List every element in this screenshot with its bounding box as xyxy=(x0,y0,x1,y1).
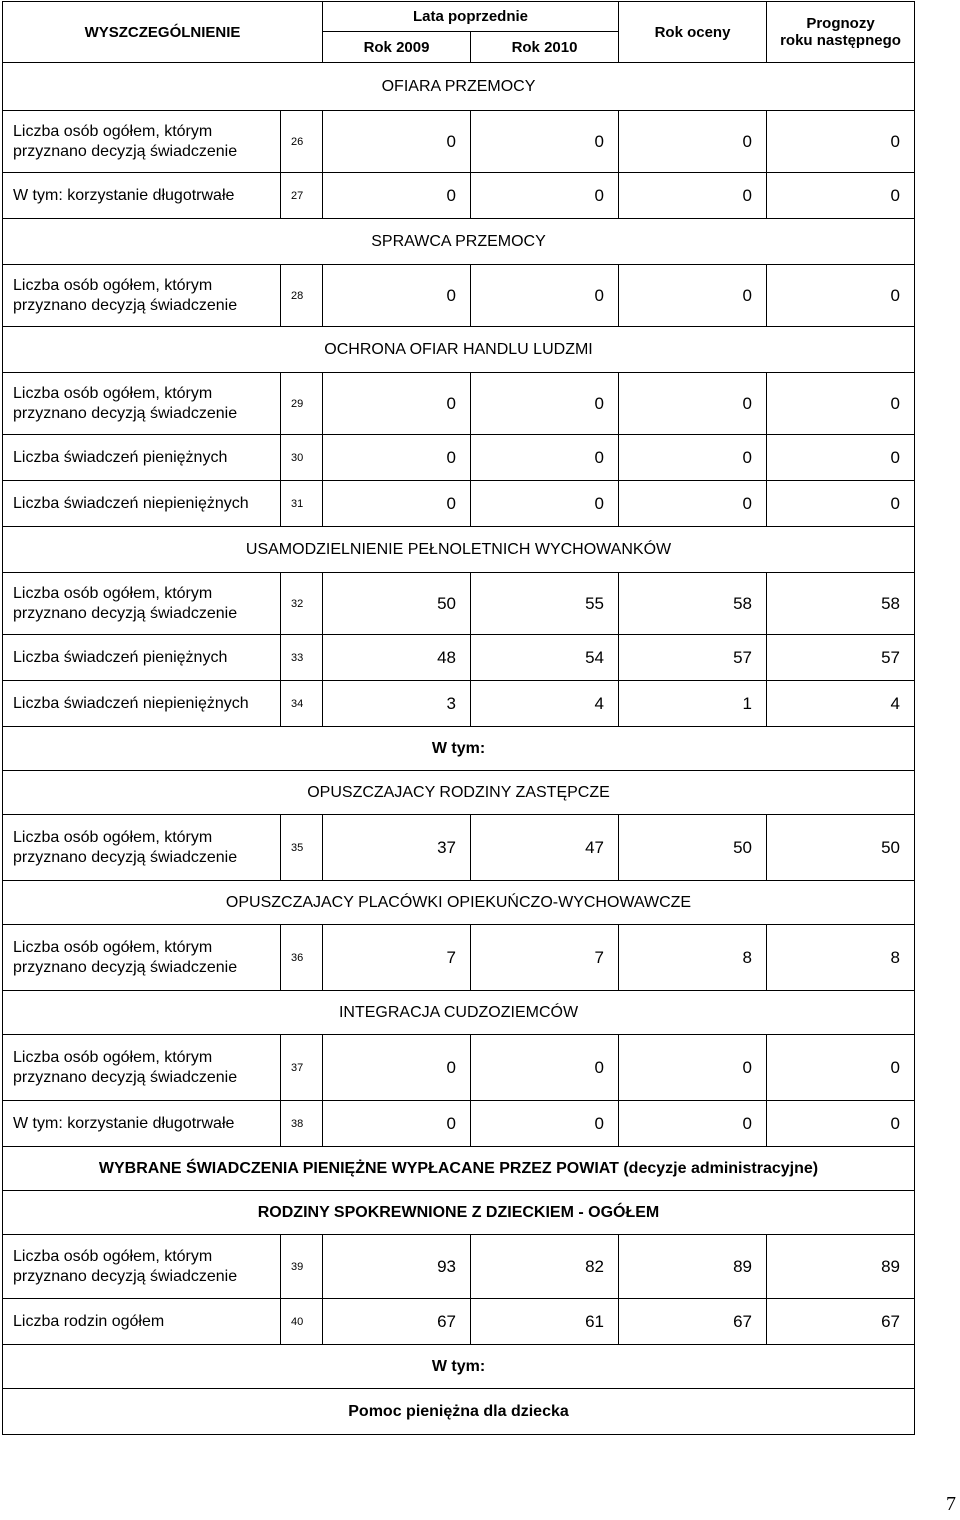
row-label: Liczba świadczeń pieniężnych xyxy=(3,635,281,681)
data-row xyxy=(3,635,915,681)
row-number: 35 xyxy=(281,815,323,881)
value-eval-year: 89 xyxy=(619,1235,767,1299)
value-forecast: 89 xyxy=(767,1235,915,1299)
value-2010: 82 xyxy=(471,1235,619,1299)
value-forecast: 0 xyxy=(767,373,915,435)
value-forecast: 67 xyxy=(767,1299,915,1345)
value-forecast: 0 xyxy=(767,435,915,481)
row-label: Liczba osób ogółem, którym przyznano decyzją świadczenie xyxy=(3,265,281,327)
value-2009: 0 xyxy=(323,111,471,173)
value-2010: 0 xyxy=(471,1035,619,1101)
section-title: RODZINY SPOKREWNIONE Z DZIECKIEM - OGÓŁEM xyxy=(3,1191,915,1235)
value-forecast: 4 xyxy=(767,681,915,727)
value-forecast: 0 xyxy=(767,1101,915,1147)
row-label: Liczba osób ogółem, którym przyznano decyzją świadczenie xyxy=(3,815,281,881)
value-2009: 0 xyxy=(323,1101,471,1147)
value-2009: 0 xyxy=(323,435,471,481)
value-eval-year: 0 xyxy=(619,481,767,527)
value-forecast: 0 xyxy=(767,111,915,173)
value-2010: 0 xyxy=(471,373,619,435)
row-number: 37 xyxy=(281,1035,323,1101)
row-label: Liczba osób ogółem, którym przyznano decyzją świadczenie xyxy=(3,573,281,635)
header-evaluation-year: Rok oceny xyxy=(619,2,767,63)
value-2009: 3 xyxy=(323,681,471,727)
row-number: 33 xyxy=(281,635,323,681)
data-row xyxy=(3,173,915,219)
row-label: Liczba osób ogółem, którym przyznano decyzją świadczenie xyxy=(3,925,281,991)
value-2010: 4 xyxy=(471,681,619,727)
section-row xyxy=(3,1345,915,1389)
row-number: 26 xyxy=(281,111,323,173)
value-2010: 0 xyxy=(471,435,619,481)
section-row xyxy=(3,327,915,373)
value-2009: 0 xyxy=(323,1035,471,1101)
section-title: W tym: xyxy=(3,727,915,771)
value-forecast: 0 xyxy=(767,173,915,219)
benefits-table xyxy=(2,1,915,1435)
section-row xyxy=(3,219,915,265)
value-eval-year: 0 xyxy=(619,111,767,173)
data-row xyxy=(3,373,915,435)
row-label: Liczba osób ogółem, którym przyznano decyzją świadczenie xyxy=(3,111,281,173)
section-title: USAMODZIELNIENIE PEŁNOLETNICH WYCHOWANKÓW xyxy=(3,527,915,573)
section-title: OCHRONA OFIAR HANDLU LUDZMI xyxy=(3,327,915,373)
value-eval-year: 50 xyxy=(619,815,767,881)
value-eval-year: 0 xyxy=(619,1035,767,1101)
row-label: W tym: korzystanie długotrwałe xyxy=(3,173,281,219)
header-forecast: Prognozy roku następnego xyxy=(767,2,915,63)
data-row xyxy=(3,1299,915,1345)
value-2009: 93 xyxy=(323,1235,471,1299)
row-number: 31 xyxy=(281,481,323,527)
section-title: INTEGRACJA CUDZOZIEMCÓW xyxy=(3,991,915,1035)
header-description: WYSZCZEGÓLNIENIE xyxy=(3,2,323,63)
section-title: OPUSZCZAJACY PLACÓWKI OPIEKUŃCZO-WYCHOWAWCZE xyxy=(3,881,915,925)
value-2009: 37 xyxy=(323,815,471,881)
value-eval-year: 0 xyxy=(619,373,767,435)
section-row xyxy=(3,1389,915,1435)
section-row xyxy=(3,1191,915,1235)
value-forecast: 57 xyxy=(767,635,915,681)
row-label: W tym: korzystanie długotrwałe xyxy=(3,1101,281,1147)
section-title: SPRAWCA PRZEMOCY xyxy=(3,219,915,265)
value-eval-year: 0 xyxy=(619,265,767,327)
row-label: Liczba osób ogółem, którym przyznano decyzją świadczenie xyxy=(3,1035,281,1101)
page-number: 7 xyxy=(946,1493,956,1515)
value-2009: 50 xyxy=(323,573,471,635)
value-2010: 47 xyxy=(471,815,619,881)
row-label: Liczba rodzin ogółem xyxy=(3,1299,281,1345)
data-row xyxy=(3,925,915,991)
value-2009: 0 xyxy=(323,373,471,435)
data-row xyxy=(3,815,915,881)
row-number: 40 xyxy=(281,1299,323,1345)
row-number: 30 xyxy=(281,435,323,481)
header-row-1 xyxy=(3,2,915,32)
row-label: Liczba świadczeń niepieniężnych xyxy=(3,481,281,527)
data-row xyxy=(3,481,915,527)
data-row xyxy=(3,573,915,635)
section-row xyxy=(3,63,915,111)
section-title: Pomoc pieniężna dla dziecka xyxy=(3,1389,915,1435)
data-row xyxy=(3,111,915,173)
value-2010: 55 xyxy=(471,573,619,635)
row-number: 29 xyxy=(281,373,323,435)
value-2010: 61 xyxy=(471,1299,619,1345)
value-2010: 0 xyxy=(471,1101,619,1147)
value-2010: 0 xyxy=(471,111,619,173)
row-number: 27 xyxy=(281,173,323,219)
value-forecast: 8 xyxy=(767,925,915,991)
value-eval-year: 0 xyxy=(619,435,767,481)
data-row xyxy=(3,265,915,327)
section-row xyxy=(3,727,915,771)
value-2009: 0 xyxy=(323,173,471,219)
value-eval-year: 0 xyxy=(619,1101,767,1147)
row-number: 36 xyxy=(281,925,323,991)
value-eval-year: 58 xyxy=(619,573,767,635)
row-number: 39 xyxy=(281,1235,323,1299)
value-2010: 54 xyxy=(471,635,619,681)
value-2010: 7 xyxy=(471,925,619,991)
value-eval-year: 8 xyxy=(619,925,767,991)
value-2009: 67 xyxy=(323,1299,471,1345)
header-year-2010: Rok 2010 xyxy=(471,32,619,63)
section-row xyxy=(3,991,915,1035)
section-title: WYBRANE ŚWIADCZENIA PIENIĘŻNE WYPŁACANE PRZEZ POWIAT (decyzje administracyjne) xyxy=(3,1147,915,1191)
value-eval-year: 57 xyxy=(619,635,767,681)
data-row xyxy=(3,681,915,727)
value-2010: 0 xyxy=(471,265,619,327)
row-label: Liczba osób ogółem, którym przyznano decyzją świadczenie xyxy=(3,1235,281,1299)
row-number: 28 xyxy=(281,265,323,327)
value-forecast: 0 xyxy=(767,481,915,527)
value-2009: 0 xyxy=(323,265,471,327)
section-title: W tym: xyxy=(3,1345,915,1389)
header-year-2009: Rok 2009 xyxy=(323,32,471,63)
data-row xyxy=(3,1035,915,1101)
value-eval-year: 0 xyxy=(619,173,767,219)
row-label: Liczba świadczeń pieniężnych xyxy=(3,435,281,481)
value-forecast: 0 xyxy=(767,1035,915,1101)
section-row xyxy=(3,1147,915,1191)
section-title: OPUSZCZAJACY RODZINY ZASTĘPCZE xyxy=(3,771,915,815)
section-row xyxy=(3,527,915,573)
value-forecast: 58 xyxy=(767,573,915,635)
value-forecast: 0 xyxy=(767,265,915,327)
value-eval-year: 67 xyxy=(619,1299,767,1345)
value-2010: 0 xyxy=(471,481,619,527)
value-eval-year: 1 xyxy=(619,681,767,727)
section-title: OFIARA PRZEMOCY xyxy=(3,63,915,111)
value-2009: 7 xyxy=(323,925,471,991)
row-number: 32 xyxy=(281,573,323,635)
data-row xyxy=(3,435,915,481)
data-row xyxy=(3,1101,915,1147)
value-2010: 0 xyxy=(471,173,619,219)
value-2009: 48 xyxy=(323,635,471,681)
data-row xyxy=(3,1235,915,1299)
header-previous-years: Lata poprzednie xyxy=(323,2,619,32)
section-row xyxy=(3,771,915,815)
value-2009: 0 xyxy=(323,481,471,527)
row-number: 38 xyxy=(281,1101,323,1147)
section-row xyxy=(3,881,915,925)
row-number: 34 xyxy=(281,681,323,727)
row-label: Liczba świadczeń niepieniężnych xyxy=(3,681,281,727)
row-label: Liczba osób ogółem, którym przyznano decyzją świadczenie xyxy=(3,373,281,435)
value-forecast: 50 xyxy=(767,815,915,881)
